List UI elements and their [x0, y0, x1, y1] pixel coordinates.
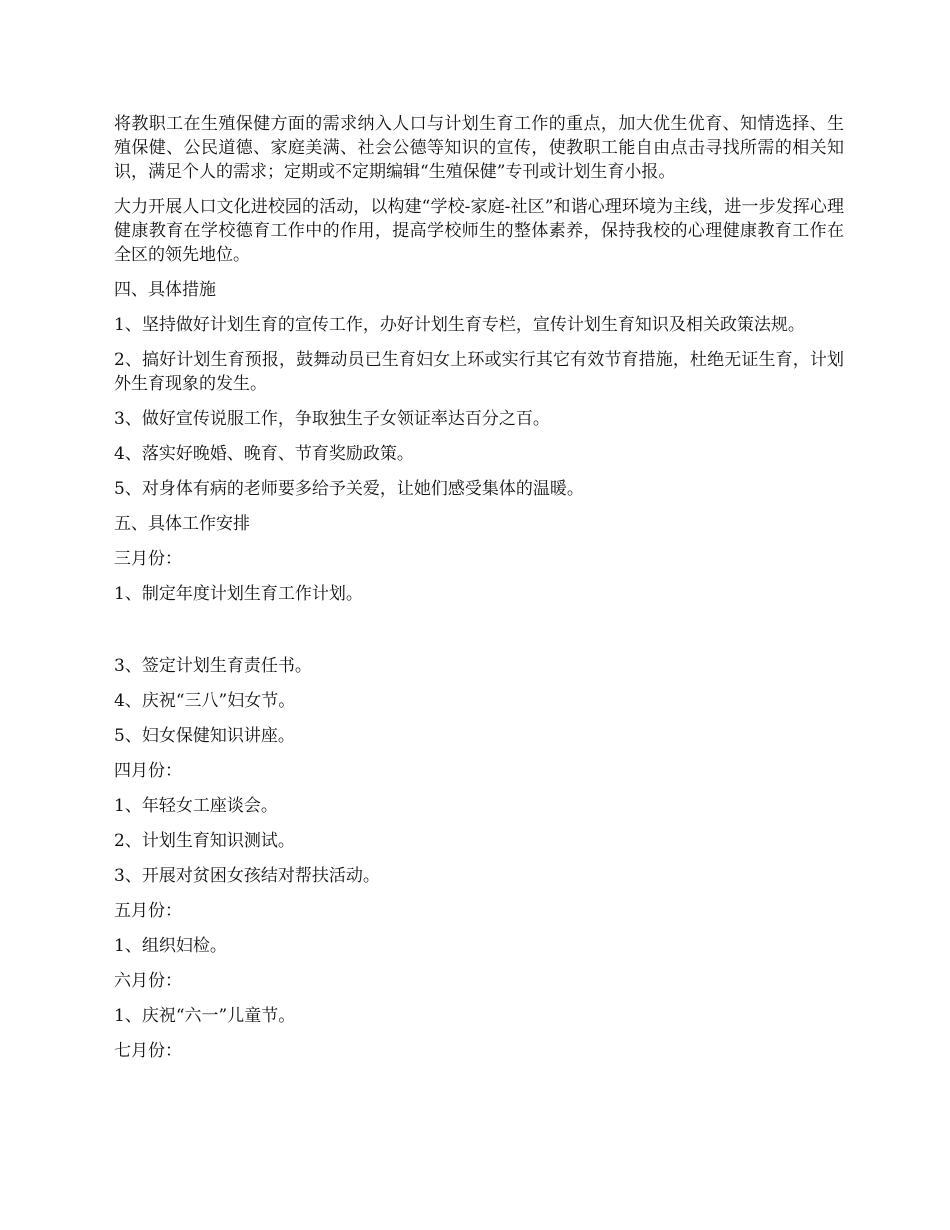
list-item: 1、组织妇检。 [114, 936, 227, 956]
month-heading-march: 三月份： [114, 549, 182, 569]
paragraph-reproductive-health: 将教职工在生殖保健方面的需求纳入人口与计划生育工作的重点，加大优生优育、知情选择、生殖保健、公民道德、家庭美满、社会公德等知识的宣传，使教职工能自由点击寻找所需的相关知识，满足个人的需求；定期或不定期编辑“生殖保健”专刊或计划生育小报。 [114, 114, 844, 182]
list-item: 1、制定年度计划生育工作计划。 [114, 584, 363, 604]
heading-measures: 四、具体措施 [114, 280, 216, 300]
list-item: 3、做好宣传说服工作，争取独生子女领证率达百分之百。 [114, 409, 550, 429]
list-item: 5、对身体有病的老师要多给予关爱，让她们感受集体的温暖。 [114, 479, 584, 499]
month-heading-june: 六月份： [114, 971, 182, 991]
month-heading-may: 五月份： [114, 901, 182, 921]
paragraph-population-culture: 大力开展人口文化进校园的活动，以构建“学校-家庭-社区”和谐心理环境为主线，进一步发挥心理健康教育在学校德育工作中的作用，提高学校师生的整体素养，保持我校的心理健康教育工作在全区的领先地位。 [114, 197, 844, 265]
list-item: 5、妇女保健知识讲座。 [114, 726, 295, 746]
list-item: 2、搞好计划生育预报，鼓舞动员已生育妇女上环或实行其它有效节育措施，杜绝无证生育，计划外生育现象的发生。 [114, 350, 844, 394]
heading-schedule: 五、具体工作安排 [114, 514, 250, 534]
list-item: 3、开展对贫困女孩结对帮扶活动。 [114, 866, 380, 886]
month-heading-april: 四月份： [114, 761, 182, 781]
list-item: 1、年轻女工座谈会。 [114, 796, 278, 816]
list-item: 1、庆祝“六一”儿童节。 [114, 1006, 296, 1026]
list-item: 3、签定计划生育责任书。 [114, 656, 312, 676]
month-heading-july: 七月份： [114, 1041, 182, 1061]
document-page [114, 112, 844, 1063]
list-item: 2、计划生育知识测试。 [114, 831, 295, 851]
list-item: 4、落实好晚婚、晚育、节育奖励政策。 [114, 444, 414, 464]
list-item: 4、庆祝“三八”妇女节。 [114, 691, 296, 711]
list-item: 1、坚持做好计划生育的宣传工作，办好计划生育专栏，宣传计划生育知识及相关政策法规。 [114, 315, 805, 335]
